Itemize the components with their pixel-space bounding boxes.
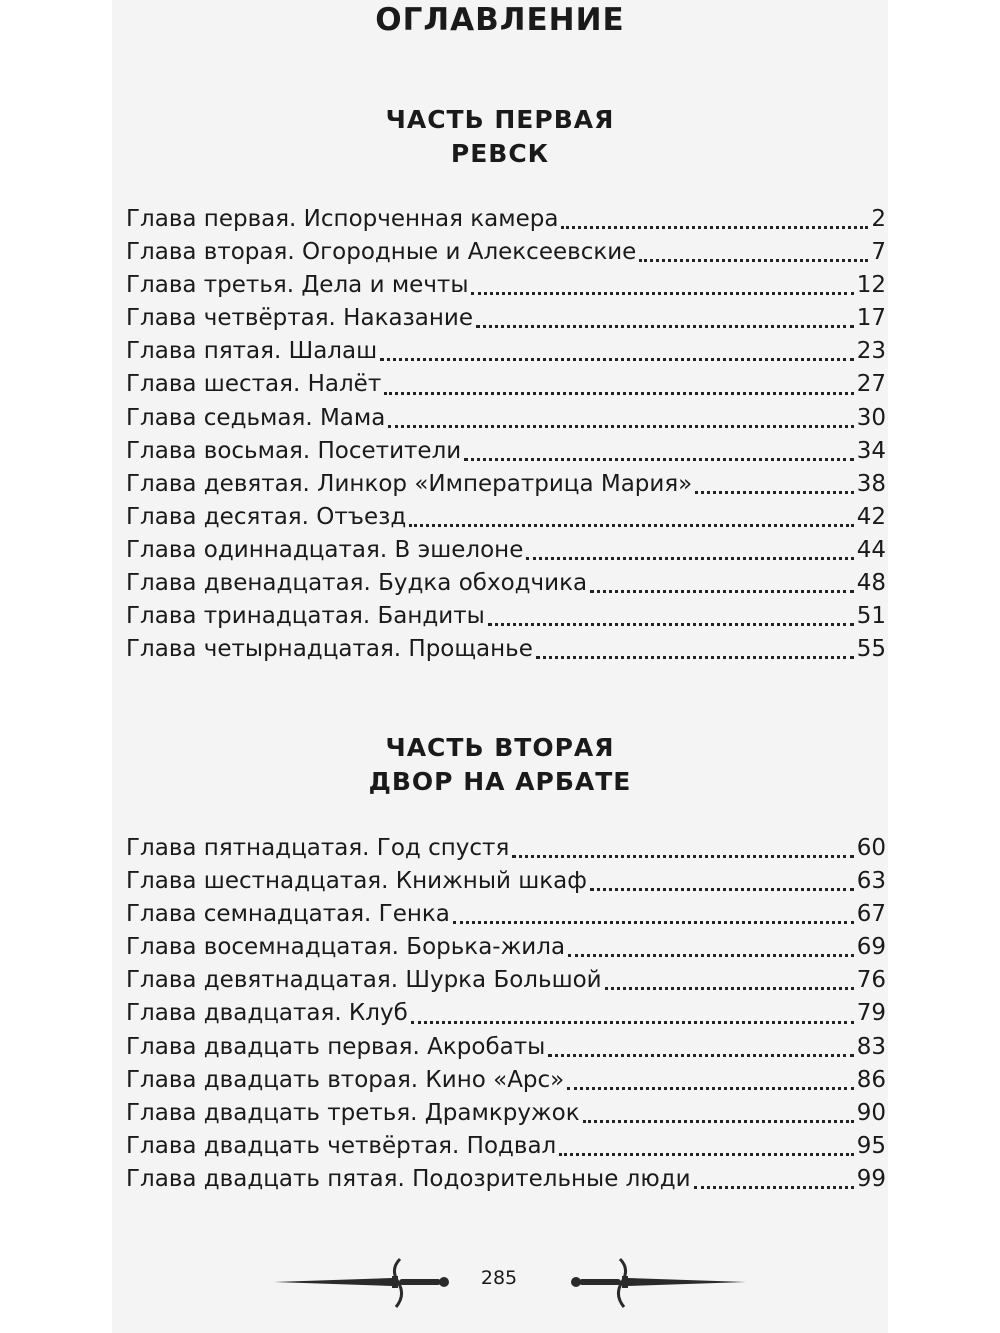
toc-entry [126,368,886,401]
chapter-title: Глава девятая. Линкор «Императрица Мария» [126,470,693,497]
chapter-title: Глава двадцать третья. Драмкружок [126,1099,580,1126]
page-title: ОГЛАВЛЕНИЕ [375,2,625,38]
toc-entry [126,335,886,368]
chapter-title: Глава шестая. Налёт [126,371,382,398]
chapter-page-number: 42 [856,503,886,530]
part-two-label: ЧАСТЬ ВТОРАЯ [385,733,615,762]
toc-entry [126,203,886,236]
chapter-title: Глава шестнадцатая. Книжный шкаф [126,868,587,895]
chapter-title: Глава седьмая. Мама [126,404,386,431]
dot-leader [464,458,854,461]
part-two-toc [126,832,886,1196]
toc-entry [126,269,886,302]
toc-entry [126,302,886,335]
dot-leader [561,226,868,229]
chapter-page-number: 99 [856,1165,886,1192]
chapter-title: Глава четырнадцатая. Прощанье [126,636,533,663]
toc-entry [126,832,886,865]
dot-leader [409,524,853,527]
chapter-title: Глава восемнадцатая. Борька-жила [126,934,566,961]
chapter-title: Глава десятая. Отъезд [126,503,407,530]
dot-leader [567,1087,853,1090]
chapter-page-number: 51 [856,603,886,630]
chapter-title: Глава двенадцатая. Будка обходчика [126,570,588,597]
toc-entry [126,633,886,666]
part-one-name: РЕВСК [450,139,550,168]
dot-leader [488,623,854,626]
chapter-page-number: 76 [856,967,886,994]
toc-entry [126,865,886,898]
chapter-title: Глава вторая. Огородные и Алексеевские [126,239,637,266]
chapter-page-number: 44 [856,536,886,563]
dot-leader [590,590,854,593]
toc-entry [126,236,886,269]
chapter-title: Глава восьмая. Посетители [126,437,462,464]
chapter-page-number: 60 [856,835,886,861]
toc-entry [126,1163,886,1196]
toc-entry [126,402,886,435]
dot-leader [526,557,853,560]
chapter-page-number: 34 [856,437,886,464]
dot-leader [453,921,854,924]
toc-entry [126,435,886,468]
toc-entry [126,468,886,501]
book-page [112,0,888,1333]
dot-leader [639,259,868,262]
dot-leader [695,491,853,494]
toc-entry [126,931,886,964]
chapter-page-number: 12 [856,272,886,299]
chapter-page-number: 48 [856,570,886,597]
toc-entry [126,997,886,1030]
dot-leader [388,425,853,428]
dot-leader [476,325,854,328]
dot-leader [512,855,853,858]
chapter-title: Глава третья. Дела и мечты [126,272,469,299]
chapter-title: Глава тринадцатая. Бандиты [126,603,485,630]
chapter-page-number: 27 [856,371,886,398]
chapter-page-number: 69 [856,934,886,961]
chapter-title: Глава одиннадцатая. В эшелоне [126,536,524,563]
chapter-page-number: 83 [856,1033,886,1060]
chapter-title: Глава семнадцатая. Генка [126,901,450,928]
dot-leader [605,987,854,990]
part-one-heading [112,103,888,171]
dot-leader [559,1153,853,1156]
chapter-title: Глава двадцать пятая. Подозрительные люди [126,1165,691,1192]
dagger-icon [548,1255,748,1310]
chapter-page-number: 30 [856,404,886,431]
page-footer [112,1255,888,1310]
chapter-title: Глава четвёртая. Наказание [126,305,474,332]
part-two-heading [112,731,888,799]
dot-leader [583,1120,854,1123]
chapter-page-number: 86 [856,1066,886,1093]
dot-leader [380,358,854,361]
dagger-icon [272,1255,472,1310]
toc-entry [126,1097,886,1130]
toc-entry [126,1130,886,1163]
chapter-page-number: 2 [871,206,886,232]
chapter-page-number: 95 [856,1132,886,1159]
part-one-label: ЧАСТЬ ПЕРВАЯ [385,105,615,134]
dot-leader [384,392,854,395]
chapter-page-number: 79 [856,1000,886,1027]
chapter-page-number: 67 [856,901,886,928]
page-number: 285 [480,1267,518,1289]
dot-leader [471,292,853,295]
chapter-page-number: 90 [856,1099,886,1126]
chapter-page-number: 55 [856,636,886,663]
chapter-title: Глава пятая. Шалаш [126,338,378,365]
toc-entry [126,1064,886,1097]
toc-entry [126,501,886,534]
chapter-title: Глава первая. Испорченная камера [126,206,559,232]
part-one-toc [126,203,886,666]
dot-leader [568,954,854,957]
toc-entry [126,964,886,997]
toc-entry [126,534,886,567]
toc-entry [126,600,886,633]
chapter-title: Глава двадцать вторая. Кино «Арс» [126,1066,565,1093]
chapter-page-number: 23 [856,338,886,365]
chapter-title: Глава двадцать четвёртая. Подвал [126,1132,557,1159]
dot-leader [411,1021,854,1024]
dot-leader [548,1054,853,1057]
toc-entry [126,898,886,931]
chapter-title: Глава двадцатая. Клуб [126,1000,408,1027]
toc-entry [126,1031,886,1064]
chapter-title: Глава девятнадцатая. Шурка Большой [126,967,602,994]
chapter-page-number: 63 [856,868,886,895]
toc-entry [126,567,886,600]
chapter-page-number: 38 [856,470,886,497]
dot-leader [536,656,854,659]
dot-leader [694,1186,854,1189]
dot-leader [590,888,854,891]
chapter-title: Глава двадцать первая. Акробаты [126,1033,546,1060]
chapter-title: Глава пятнадцатая. Год спустя [126,835,510,861]
part-two-name: ДВОР НА АРБАТЕ [368,767,632,796]
chapter-page-number: 7 [871,239,886,266]
chapter-page-number: 17 [856,305,886,332]
